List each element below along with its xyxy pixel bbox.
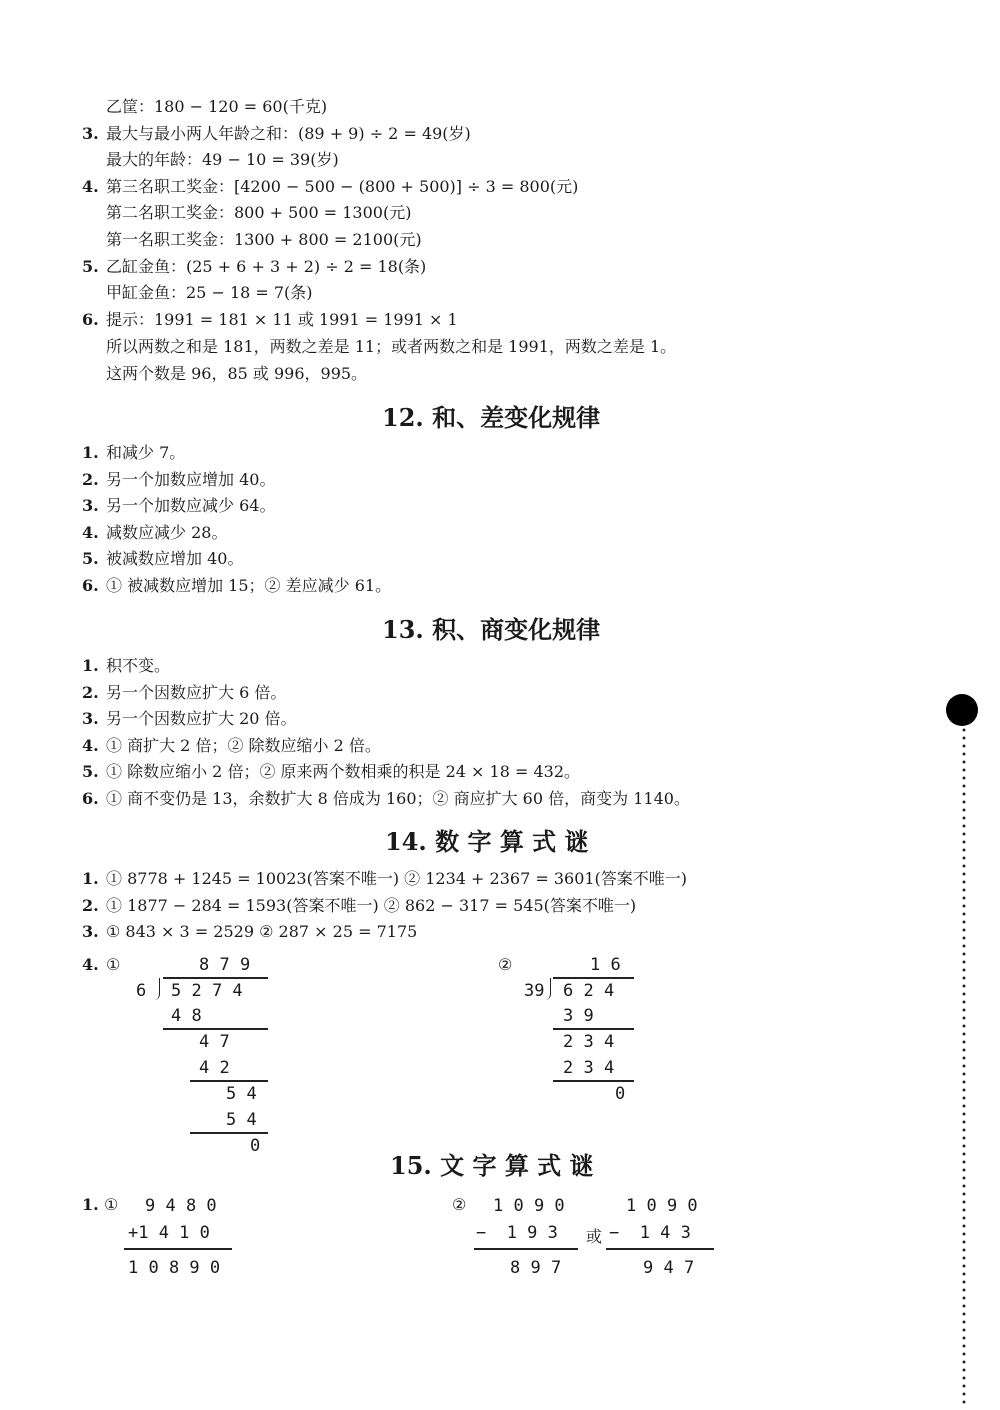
answer-line: 被减数应增加 40。 xyxy=(106,549,244,568)
answer-line: 这两个数是 96，85 或 996，995。 xyxy=(106,364,368,383)
step: 4 7 xyxy=(199,1032,230,1052)
division-bar xyxy=(163,977,268,979)
difference-rule xyxy=(606,1248,714,1250)
step: 5 4 xyxy=(226,1110,257,1130)
item-number: 1. xyxy=(82,1195,99,1214)
answer-line: 乙缸金鱼：(25 + 6 + 3 + 2) ÷ 2 = 18(条) xyxy=(106,257,427,276)
answer-line: 和减少 7。 xyxy=(106,443,186,462)
step: 2 3 4 xyxy=(563,1032,615,1052)
answer-line: 减数应减少 28。 xyxy=(106,522,228,542)
remainder: 0 xyxy=(615,1084,626,1104)
sum: 1 0 8 9 0 xyxy=(128,1258,221,1278)
item-number: 5. xyxy=(82,257,99,276)
step: 4 2 xyxy=(199,1058,230,1078)
answer-line: ① 商不变仍是 13，余数扩大 8 倍成为 160；② 商应扩大 60 倍，商变为 1140。 xyxy=(106,788,690,808)
answer-line: ① 1877 − 284 = 1593(答案不唯一) ② 862 − 317 = 545(答案不唯一) xyxy=(106,895,637,915)
answer-line: ① 除数应缩小 2 倍；② 原来两个数相乘的积是 24 × 18 = 432。 xyxy=(106,762,581,781)
section-title: 13. 积、商变化规律 xyxy=(382,615,601,644)
step-rule xyxy=(163,1028,268,1030)
dividend: 5 2 7 4 xyxy=(171,981,243,1001)
item-number: 5. xyxy=(82,549,99,568)
circled-marker: ① xyxy=(104,1195,119,1214)
item-number: 1. xyxy=(82,443,99,462)
item-number: 5. xyxy=(82,762,99,781)
answer-line: 第一名职工奖金：1300 + 800 = 2100(元) xyxy=(106,230,422,249)
division-bracket xyxy=(543,978,551,1000)
sum-rule xyxy=(124,1248,232,1250)
item-number: 6. xyxy=(82,310,99,329)
answer-line: 乙筐：180 − 120 = 60(千克) xyxy=(106,97,328,116)
step-rule xyxy=(553,1028,634,1030)
item-number: 4. xyxy=(82,735,99,755)
answer-line: ① 被减数应增加 15；② 差应减少 61。 xyxy=(106,575,392,595)
minuend: 1 0 9 0 xyxy=(493,1196,565,1216)
answer-line: ① 8778 + 1245 = 10023(答案不唯一) ② 1234 + 2367 = 3601(答案不唯一) xyxy=(106,869,688,888)
difference: 9 4 7 xyxy=(643,1258,695,1278)
answer-line: ① 商扩大 2 倍；② 除数应缩小 2 倍。 xyxy=(106,735,381,755)
page-tab-marker xyxy=(946,694,978,726)
answer-line: 另一个加数应增加 40。 xyxy=(106,469,276,489)
item-number: 3. xyxy=(82,124,99,143)
answer-line: 第二名职工奖金：800 + 500 = 1300(元) xyxy=(106,203,412,222)
quotient: 8 7 9 xyxy=(199,955,251,975)
step-rule xyxy=(190,1080,268,1082)
subtrahend: − 1 4 3 xyxy=(609,1223,691,1243)
circled-marker: ① xyxy=(106,955,121,974)
difference: 8 9 7 xyxy=(510,1258,562,1278)
item-number: 4. xyxy=(82,522,99,542)
circled-marker: ② xyxy=(498,955,513,974)
item-number: 2. xyxy=(82,469,99,489)
item-number: 6. xyxy=(82,575,99,595)
section-title: 15. 文 字 算 式 谜 xyxy=(390,1151,594,1180)
answer-line: 第三名职工奖金：[4200 − 500 − (800 + 500)] ÷ 3 = 800(元) xyxy=(106,177,579,196)
step-rule xyxy=(190,1132,268,1134)
step: 2 3 4 xyxy=(563,1058,615,1078)
addend: 9 4 8 0 xyxy=(145,1196,217,1216)
perforation-dots xyxy=(962,726,966,1406)
subtrahend: − 1 9 3 xyxy=(476,1223,558,1243)
item-number: 4. xyxy=(82,955,99,974)
difference-rule xyxy=(474,1248,578,1250)
answer-line: 所以两数之和是 181，两数之差是 11；或者两数之和是 1991，两数之差是 1。 xyxy=(106,337,677,356)
remainder: 0 xyxy=(250,1136,261,1156)
division-bar xyxy=(553,977,634,979)
answer-line: 最大与最小两人年龄之和：(89 + 9) ÷ 2 = 49(岁) xyxy=(106,124,471,143)
item-number: 1. xyxy=(82,656,99,675)
item-number: 2. xyxy=(82,682,99,702)
step-rule xyxy=(553,1080,634,1082)
step: 3 9 xyxy=(563,1006,594,1026)
item-number: 3. xyxy=(82,709,99,728)
section-title: 14. 数 字 算 式 谜 xyxy=(385,827,589,856)
answer-line: ① 843 × 3 = 2529 ② 287 × 25 = 7175 xyxy=(106,922,418,941)
item-number: 3. xyxy=(82,496,99,515)
minuend: 1 0 9 0 xyxy=(626,1196,698,1216)
answer-line: 积不变。 xyxy=(106,656,171,675)
circled-marker: ② xyxy=(452,1195,467,1214)
item-number: 6. xyxy=(82,788,99,808)
section-title: 12. 和、差变化规律 xyxy=(382,403,601,432)
item-number: 3. xyxy=(82,922,99,941)
or-label: 或 xyxy=(586,1227,603,1246)
divisor: 6 xyxy=(136,981,147,1001)
answer-line: 另一个因数应扩大 20 倍。 xyxy=(106,709,297,728)
item-number: 4. xyxy=(82,177,99,196)
divisor: 39 xyxy=(524,981,545,1001)
answer-line: 提示：1991 = 181 × 11 或 1991 = 1991 × 1 xyxy=(106,310,458,329)
answer-line: 另一个因数应扩大 6 倍。 xyxy=(106,682,287,702)
addend: +1 4 1 0 xyxy=(128,1223,210,1243)
quotient: 1 6 xyxy=(590,955,621,975)
answer-line: 另一个加数应减少 64。 xyxy=(106,496,276,515)
item-number: 2. xyxy=(82,895,99,915)
step: 5 4 xyxy=(226,1084,257,1104)
answer-line: 甲缸金鱼：25 − 18 = 7(条) xyxy=(106,283,313,302)
division-bracket xyxy=(152,978,160,1000)
dividend: 6 2 4 xyxy=(563,981,615,1001)
step: 4 8 xyxy=(171,1006,202,1026)
answer-line: 最大的年龄：49 − 10 = 39(岁) xyxy=(106,150,339,169)
item-number: 1. xyxy=(82,869,99,888)
